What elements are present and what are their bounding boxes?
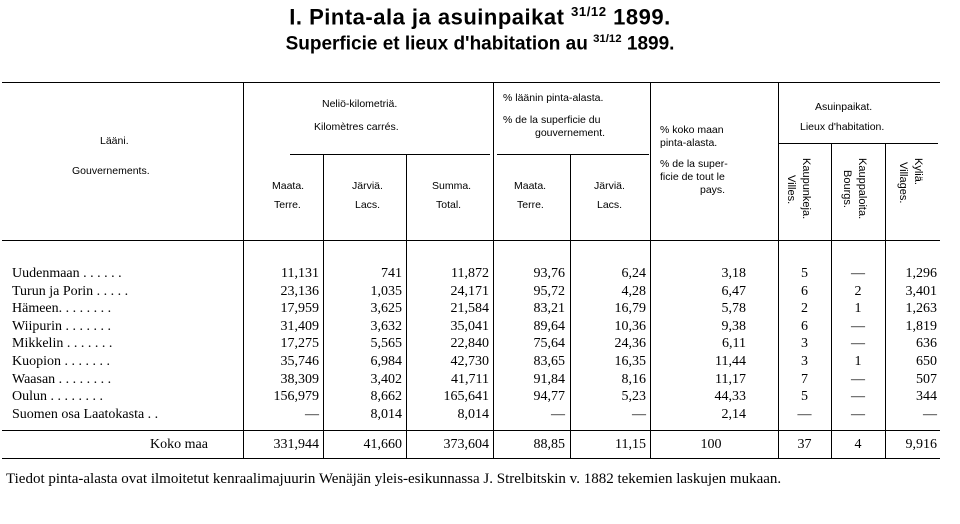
cell-kaup: 6	[801, 283, 808, 299]
cell-kaup: 3	[801, 354, 808, 369]
cell-koko: 44,33	[714, 389, 746, 405]
header-pays-1: % de la super-	[660, 158, 728, 170]
header-nelio-fi: Neliö-kilometriä.	[322, 98, 398, 110]
cell-maata: 17,959	[280, 301, 319, 317]
header-villages: Villages.	[897, 162, 909, 204]
cell-kylia: 507	[916, 371, 937, 387]
cell-p-jarvia: 24,36	[614, 336, 646, 352]
header-pct-gouv-2: gouvernement.	[535, 127, 606, 139]
cell-p-jarvia: 6,24	[621, 266, 646, 281]
cell-kaup: 5	[801, 389, 808, 405]
cell-koko: 3,18	[721, 266, 746, 281]
cell-maata: 23,136	[280, 283, 319, 299]
header-bottom-rule	[2, 240, 940, 241]
cell-p-jarvia: 4,28	[621, 283, 646, 299]
cell-p-maata: 94,77	[533, 389, 565, 405]
cell-koko: 6,11	[722, 336, 746, 352]
cell-kauppal: 1	[854, 354, 862, 369]
header-pct-laanin: % läänin pinta-alasta.	[503, 92, 604, 104]
total-kauppal: 4	[854, 437, 862, 452]
table-row	[0, 318, 960, 335]
header-asuinpaikat: Asuinpaikat.	[815, 101, 873, 113]
cell-jarvia: 3,625	[370, 301, 402, 317]
cell-kauppal: —	[851, 389, 865, 405]
cell-p-jarvia: 16,35	[614, 354, 646, 369]
cell-kauppal: —	[851, 336, 865, 352]
cell-koko: 11,17	[715, 371, 746, 387]
row-name: Waasan . . . . . . . .	[12, 371, 112, 387]
header-pct-gouv-1: % de la superficie du	[503, 114, 601, 126]
table-row	[0, 406, 960, 423]
table-row	[0, 371, 960, 388]
page-title	[0, 4, 960, 30]
cell-koko: 2,14	[721, 406, 746, 422]
cell-koko: 6,47	[721, 283, 746, 299]
header-bourgs: Bourgs.	[841, 170, 853, 208]
header-mid-rule-1	[290, 154, 490, 155]
cell-kaup: 3	[801, 336, 808, 352]
cell-koko: 11,44	[715, 354, 746, 369]
header-lieux: Lieux d'habitation.	[800, 121, 885, 133]
cell-jarvia: 741	[381, 266, 402, 281]
header-terre-pct: Terre.	[517, 199, 544, 211]
header-koko-1: % koko maan	[660, 124, 724, 136]
row-name: Uudenmaan . . . . . .	[12, 266, 122, 281]
row-name: Oulun . . . . . . . .	[12, 389, 103, 405]
total-jarvia: 41,660	[363, 437, 402, 452]
cell-p-maata: 83,21	[533, 301, 565, 317]
header-jarvia-pct: Järviä.	[594, 180, 625, 192]
cell-summa: 24,171	[450, 283, 489, 299]
cell-kauppal: 2	[854, 283, 862, 299]
cell-p-jarvia: 5,23	[621, 389, 646, 405]
table-row	[0, 300, 960, 317]
header-jarvia: Järviä.	[352, 180, 383, 192]
table-row	[0, 335, 960, 352]
total-koko: 100	[700, 437, 722, 452]
cell-kaup: 2	[801, 301, 808, 317]
cell-p-maata: 83,65	[533, 354, 565, 369]
cell-summa: 165,641	[443, 389, 489, 405]
row-name: Wiipurin . . . . . . .	[12, 318, 111, 334]
total-summa: 373,604	[443, 437, 489, 452]
cell-summa: 35,041	[450, 318, 489, 334]
cell-p-jarvia: 10,36	[614, 318, 646, 334]
subtitle-text: Superficie et lieux d'habitation au	[285, 33, 594, 55]
header-villes: Villes.	[785, 175, 797, 205]
cell-kylia: 1,263	[905, 301, 937, 317]
cell-kauppal: —	[851, 318, 865, 334]
cell-p-jarvia: 8,16	[621, 371, 646, 387]
subtitle-fraction: 31/12	[593, 33, 622, 45]
cell-maata: 31,409	[280, 318, 319, 334]
subtitle-year: 1899.	[621, 33, 675, 55]
cell-kylia: 344	[916, 389, 937, 405]
cell-kylia: 650	[916, 354, 937, 369]
cell-p-maata: 91,84	[533, 371, 565, 387]
cell-summa: 11,872	[451, 266, 489, 281]
header-maata-pct: Maata.	[514, 180, 547, 192]
cell-summa: 41,711	[451, 371, 489, 387]
cell-kauppal: —	[851, 266, 865, 281]
cell-jarvia: 5,565	[370, 336, 402, 352]
cell-maata: —	[305, 406, 319, 422]
cell-summa: 22,840	[450, 336, 489, 352]
cell-kylia: —	[923, 406, 937, 422]
header-lacs: Lacs.	[355, 199, 381, 211]
header-gouvernements: Gouvernements.	[72, 165, 150, 177]
cell-kylia: 1,819	[905, 318, 937, 334]
cell-summa: 21,584	[450, 301, 489, 317]
row-name: Turun ja Porin . . . . .	[12, 283, 129, 299]
table-row-total	[0, 436, 960, 453]
cell-p-maata: 93,76	[533, 266, 565, 281]
header-kauppaloita: Kauppaloita.	[856, 158, 868, 220]
total-kylia: 9,916	[905, 437, 937, 452]
header-terre: Terre.	[274, 199, 301, 211]
cell-jarvia: 3,632	[370, 318, 402, 334]
row-name: Hämeen. . . . . . . .	[12, 301, 112, 317]
header-kylia: Kyliä.	[912, 158, 924, 185]
cell-p-maata: 89,64	[533, 318, 565, 334]
header-mid-rule-2	[497, 154, 649, 155]
cell-kauppal: 1	[854, 301, 862, 317]
cell-kylia: 1,296	[905, 266, 937, 281]
cell-maata: 156,979	[273, 389, 319, 405]
cell-kaup: 5	[801, 266, 808, 281]
table-row	[0, 265, 960, 282]
header-maata: Maata.	[272, 180, 305, 192]
cell-kauppal: —	[851, 406, 865, 422]
cell-jarvia: 8,014	[370, 406, 402, 422]
header-mid-rule-3	[778, 143, 938, 144]
cell-p-jarvia: —	[632, 406, 646, 422]
table-row	[0, 283, 960, 300]
header-lacs-pct: Lacs.	[597, 199, 623, 211]
cell-summa: 8,014	[457, 406, 489, 422]
title-fraction: 31/12	[571, 4, 607, 19]
cell-p-maata: 95,72	[533, 283, 565, 299]
header-summa: Summa.	[432, 180, 472, 192]
table-row	[0, 353, 960, 370]
table-top-rule	[2, 82, 940, 83]
total-name: Koko maa	[150, 437, 208, 452]
total-kaup: 37	[797, 437, 812, 452]
cell-maata: 17,275	[280, 336, 319, 352]
cell-maata: 35,746	[280, 354, 319, 369]
page-subtitle	[0, 33, 960, 55]
title-year: 1899.	[606, 4, 671, 30]
table-bottom-rule	[2, 458, 940, 459]
header-kaupunkeja: Kaupunkeja.	[800, 158, 812, 220]
cell-koko: 9,38	[721, 318, 746, 334]
row-name: Mikkelin . . . . . . .	[12, 336, 113, 352]
cell-kylia: 636	[916, 336, 937, 352]
cell-kauppal: —	[851, 371, 865, 387]
total-p-maata: 88,85	[533, 437, 565, 452]
cell-summa: 42,730	[450, 354, 489, 369]
header-pays-3: pays.	[700, 184, 726, 196]
row-name: Kuopion . . . . . . .	[12, 354, 110, 369]
cell-p-maata: 75,64	[533, 336, 565, 352]
cell-kaup: 7	[801, 371, 808, 387]
total-rule	[2, 430, 940, 431]
cell-kylia: 3,401	[905, 283, 937, 299]
header-total: Total.	[436, 199, 462, 211]
cell-kaup: 6	[801, 318, 808, 334]
cell-jarvia: 8,662	[370, 389, 402, 405]
cell-koko: 5,78	[721, 301, 746, 317]
row-name: Suomen osa Laatokasta . .	[12, 406, 159, 422]
title-text: I. Pinta-ala ja asuinpaikat	[289, 4, 572, 30]
header-laani: Lääni.	[100, 135, 129, 147]
header-nelio-fr: Kilomètres carrés.	[314, 121, 399, 133]
cell-jarvia: 6,984	[370, 354, 402, 369]
header-koko-2: pinta-alasta.	[660, 137, 718, 149]
cell-p-maata: —	[551, 406, 565, 422]
table-row	[0, 388, 960, 405]
cell-p-jarvia: 16,79	[614, 301, 646, 317]
cell-jarvia: 3,402	[370, 371, 402, 387]
cell-kaup: —	[797, 406, 812, 422]
cell-maata: 11,131	[281, 266, 319, 281]
total-p-jarvia: 11,15	[615, 437, 646, 452]
footnote: Tiedot pinta-alasta ovat ilmoitetut kenraalimajuurin Wenäjän yleis-esikunnassa J. Strelbitskin v. 1882 tekemien laskujen mukaan.	[6, 471, 782, 487]
total-maata: 331,944	[273, 437, 319, 452]
header-pays-2: ficie de tout le	[660, 171, 725, 183]
cell-maata: 38,309	[280, 371, 319, 387]
cell-jarvia: 1,035	[370, 283, 402, 299]
